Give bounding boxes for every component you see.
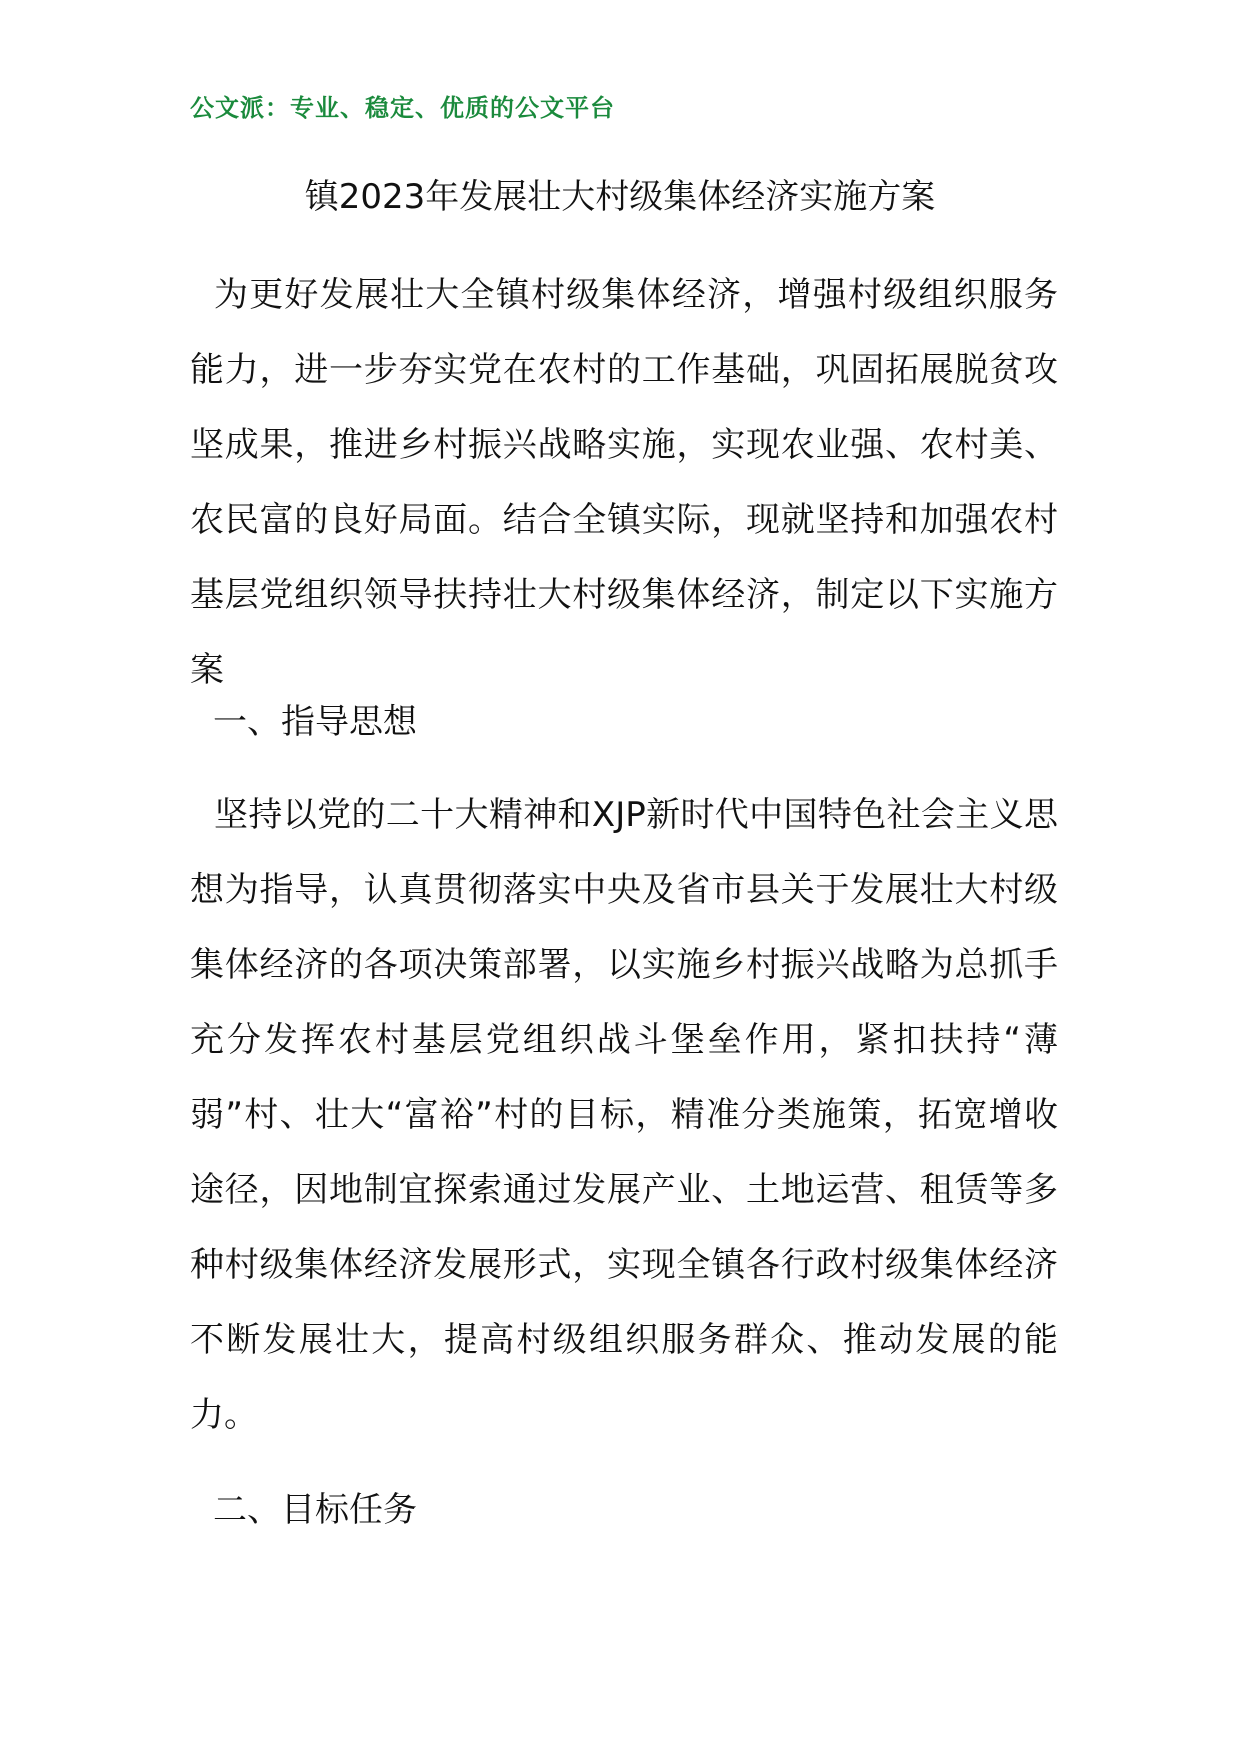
section-body-guiding-thought: 坚持以党的二十大精神和XJP新时代中国特色社会主义思想为指导，认真贯彻落实中央及省市县关于发展壮大村级集体经济的各项决策部署，以实施乡村振兴战略为总抓手充分发挥农村基层党组织战斗堡垒作用，紧扣扶持“薄弱”村、壮大“富裕”村的目标，精准分类施策，拓宽增收途径，因地制宜探索通过发展产业、土地运营、租赁等多种村级集体经济发展形式，实现全镇各行政村级集体经济不断发展壮大，提高村级组织服务群众、推动发展的能力。 (190, 795, 1058, 1435)
document-title: 镇2023年发展壮大村级集体经济实施方案 (304, 177, 936, 217)
section-heading-guiding-thought: 一、指导思想 (213, 702, 417, 742)
site-tagline: 公文派：专业、稳定、优质的公文平台 (190, 94, 615, 122)
section-heading-goals-tasks: 二、目标任务 (213, 1490, 417, 1530)
intro-paragraph: 为更好发展壮大全镇村级集体经济，增强村级组织服务能力，进一步夯实党在农村的工作基础，巩固拓展脱贫攻坚成果，推进乡村振兴战略实施，实现农业强、农村美、农民富的良好局面。结合全镇实际，现就坚持和加强农村基层党组织领导扶持壮大村级集体经济，制定以下实施方案 (190, 275, 1058, 690)
